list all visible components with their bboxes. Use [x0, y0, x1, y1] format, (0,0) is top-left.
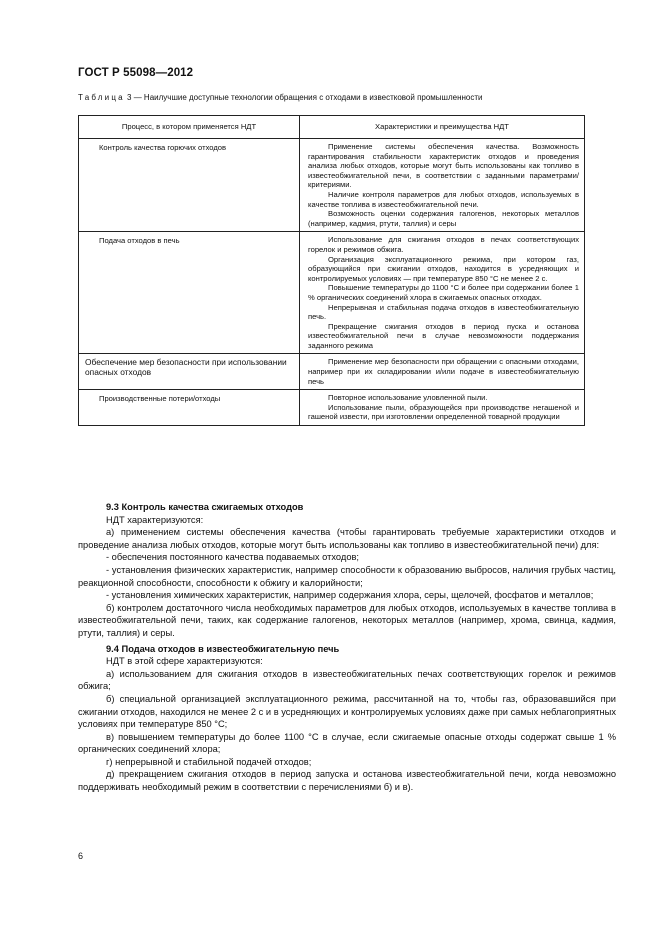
paragraph: НДТ в этой сфере характеризуются: [106, 656, 263, 667]
characteristic-text: Наличие контроля параметров для любых отходов, используемых в качестве топлива в известеобжигательной печи. [308, 189, 579, 209]
process-cell: Подача отходов в печь [79, 232, 300, 354]
characteristic-text: Использование пыли, образующейся при производстве негашеной и гашеной извести, при изготовлении определенной товарной продукции [308, 402, 579, 422]
paragraph: в) повышением температуры до более 1100 °С в случае, если сжигаемые опасные отходы содержат свыше 1 % органических соединений хлора; [78, 731, 616, 755]
ndt-table [78, 115, 585, 426]
paragraph: б) специальной организацией эксплуатационного режима, рассчитанной на то, чтобы газ, образовавшийся при сжигании отходов, находился не менее 2 с и в усредняющих и контролируемых условиях даже при самых неблагоприятных условиях при температуре 850 °С; [78, 693, 616, 730]
characteristics-cell [300, 232, 585, 354]
document-code: ГОСТ Р 55098—2012 [78, 67, 194, 79]
characteristic-text: Возможность оценки содержания галогенов, некоторых металлов (например, кадмия, ртути, таллия) и серы [308, 209, 579, 228]
process-cell: Обеспечение мер безопасности при использовании опасных отходов [79, 354, 300, 390]
table-row [79, 139, 585, 232]
characteristic-text: Организация эксплуатационного режима, при котором газ, образующийся при сжигании отходов, находится в усредняющих и контролируемых условиях — при температуре 850 °С не менее 2 с. [308, 254, 579, 283]
characteristic-text: Прекращение сжигания отходов в период пуска и останова известеобжигательной печи в случае невозможности поддержания заданного режима [308, 321, 579, 350]
table-caption [78, 93, 598, 102]
table-row [79, 354, 585, 390]
paragraph: - установления химических характеристик, например содержания хлора, серы, щелочей, фосфатов и металлов; [106, 590, 594, 601]
table-caption-text: — Наилучшие доступные технологии обращения с отходами в известковой промышленности [133, 93, 483, 102]
column-header-process: Процесс, в котором применяется НДТ [79, 116, 300, 139]
column-header-characteristics: Характеристики и преимущества НДТ [300, 116, 585, 139]
paragraph: - обеспечения постоянного качества подаваемых отходов; [106, 552, 360, 563]
characteristics-cell [300, 390, 585, 426]
characteristic-text: Непрерывная и стабильная подача отходов в известеобжигательную печь. [308, 302, 579, 322]
characteristics-cell [300, 139, 585, 232]
section-heading: 9.4 Подача отходов в известеобжигательную печь [106, 643, 340, 654]
characteristic-text: Повышение температуры до 1100 °С и более при содержании более 1 % органических соединений хлора в сжигаемых опасных отходах. [308, 283, 579, 302]
paragraph: б) контролем достаточного числа необходимых параметров для любых отходов, используемых в качестве топлива в известеобжигательной печи, таких, как содержание галогенов, некоторых металлов (например, хрома, свинца, кадмия, ртути, таллия) и серы. [78, 602, 616, 638]
table-caption-number: 3 [127, 93, 132, 102]
paragraph: д) прекращением сжигания отходов в период запуска и останова известеобжигательной печи, когда невозможно поддерживать необходимый режим в соответствии с перечислениями б) и в). [78, 769, 616, 793]
paragraph: - установления физических характеристик, например способности к образованию выбросов, наличия грубых частиц, реакционной способности, способности к обжигу и калорийности; [78, 564, 616, 588]
page-number: 6 [78, 851, 84, 861]
paragraph: НДТ характеризуются: [106, 514, 204, 525]
characteristic-text: Применение мер безопасности при обращении с опасными отходами, например при их складировании и/или подаче в известеобжигательную печь [308, 357, 579, 386]
process-cell: Производственные потери/отходы [79, 390, 300, 426]
paragraph: а) применением системы обеспечения качества (чтобы гарантировать требуемые характеристики отходов и проведение анализа любых отходов, которые могут быть использованы как топливо в известеобжигательной печи) для: [78, 527, 616, 550]
characteristic-text: Использование для сжигания отходов в печах соответствующих горелок и режимов обжига. [308, 235, 579, 254]
table-row [79, 390, 585, 426]
body-text [78, 501, 616, 794]
table-header-row [79, 116, 585, 139]
characteristics-cell [300, 354, 585, 390]
characteristic-text: Применение системы обеспечения качества. Возможность гарантирования стабильности характеристик отходов и проведения анализа любых отходов, которые могут быть использованы как топливо в известеобжигательной печи, в соответствии с заданными параметрами/критериями. [308, 142, 579, 190]
process-cell: Контроль качества горючих отходов [79, 139, 300, 232]
characteristic-text: Повторное использование уловленной пыли. [328, 393, 488, 403]
table-row [79, 232, 585, 354]
table-caption-label: Таблица [78, 93, 125, 102]
paragraph: г) непрерывной и стабильной подачей отходов; [106, 756, 312, 767]
section-heading: 9.3 Контроль качества сжигаемых отходов [106, 502, 304, 512]
paragraph: а) использованием для сжигания отходов в известеобжигательных печах соответствующих горелок и режимов обжига; [78, 668, 616, 692]
